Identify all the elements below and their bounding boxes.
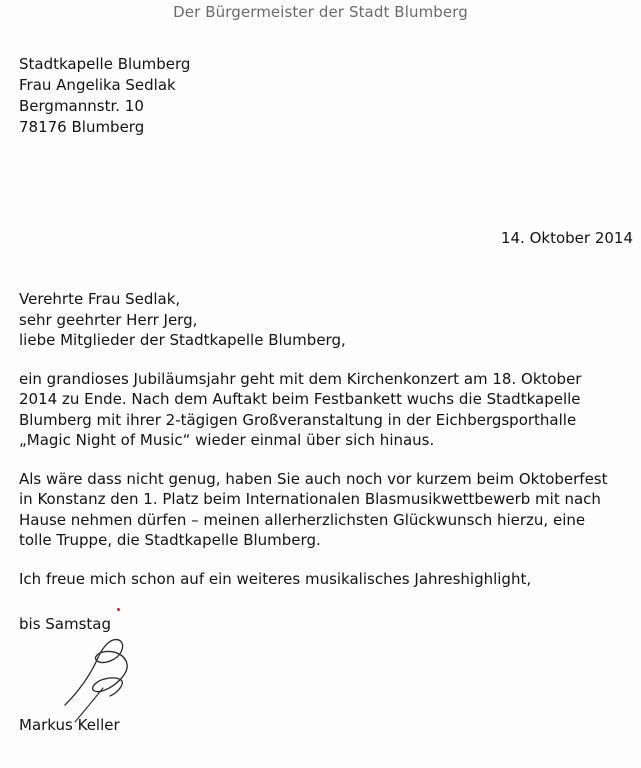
paragraph-line: ein grandioses Jubiläumsjahr geht mit dem Kirchenkonzert am 18. Oktober <box>19 369 582 388</box>
letterhead: Der Bürgermeister der Stadt Blumberg <box>173 3 468 21</box>
red-ink-dot <box>117 608 120 611</box>
salutation-line: liebe Mitglieder der Stadtkapelle Blumberg, <box>19 331 346 349</box>
recipient-address <box>19 54 190 138</box>
paragraph-line: Hause nehmen dürfen – meinen allerherzlichsten Glückwunsch hierzu, eine <box>19 510 586 529</box>
paragraph-line: „Magic Night of Music“ wieder einmal über sich hinaus. <box>19 431 435 449</box>
address-line: Frau Angelika Sedlak <box>19 76 176 94</box>
paragraph-line: Als wäre dass nicht genug, haben Sie auch noch vor kurzem beim Oktoberfest <box>19 469 608 488</box>
salutation-line: Verehrte Frau Sedlak, <box>19 290 181 308</box>
address-line: 78176 Blumberg <box>19 118 145 136</box>
paragraph-line: Ich freue mich schon auf ein weiteres musikalisches Jahreshighlight, <box>19 569 532 588</box>
paragraph-line: 2014 zu Ende. Nach dem Auftakt beim Festbankett wuchs die Stadtkapelle <box>19 390 581 408</box>
letter-body <box>19 289 634 589</box>
paragraph-line: Blumberg mit ihrer 2-tägigen Großveranstaltung in der Eichbergsporthalle <box>19 410 577 429</box>
letter-date: 14. Oktober 2014 <box>500 229 633 247</box>
salutation-line: sehr geehrter Herr Jerg, <box>19 310 198 329</box>
handwritten-signature <box>55 630 165 725</box>
closing-text: bis Samstag <box>19 615 112 633</box>
paragraph-line: tolle Truppe, die Stadtkapelle Blumberg. <box>19 531 321 549</box>
signer-name: Markus Keller <box>19 716 120 734</box>
paragraph-line: in Konstanz den 1. Platz beim Internationalen Blasmusikwettbewerb mit nach <box>19 490 601 508</box>
address-line: Stadtkapelle Blumberg <box>19 55 191 73</box>
address-line: Bergmannstr. 10 <box>19 97 144 115</box>
